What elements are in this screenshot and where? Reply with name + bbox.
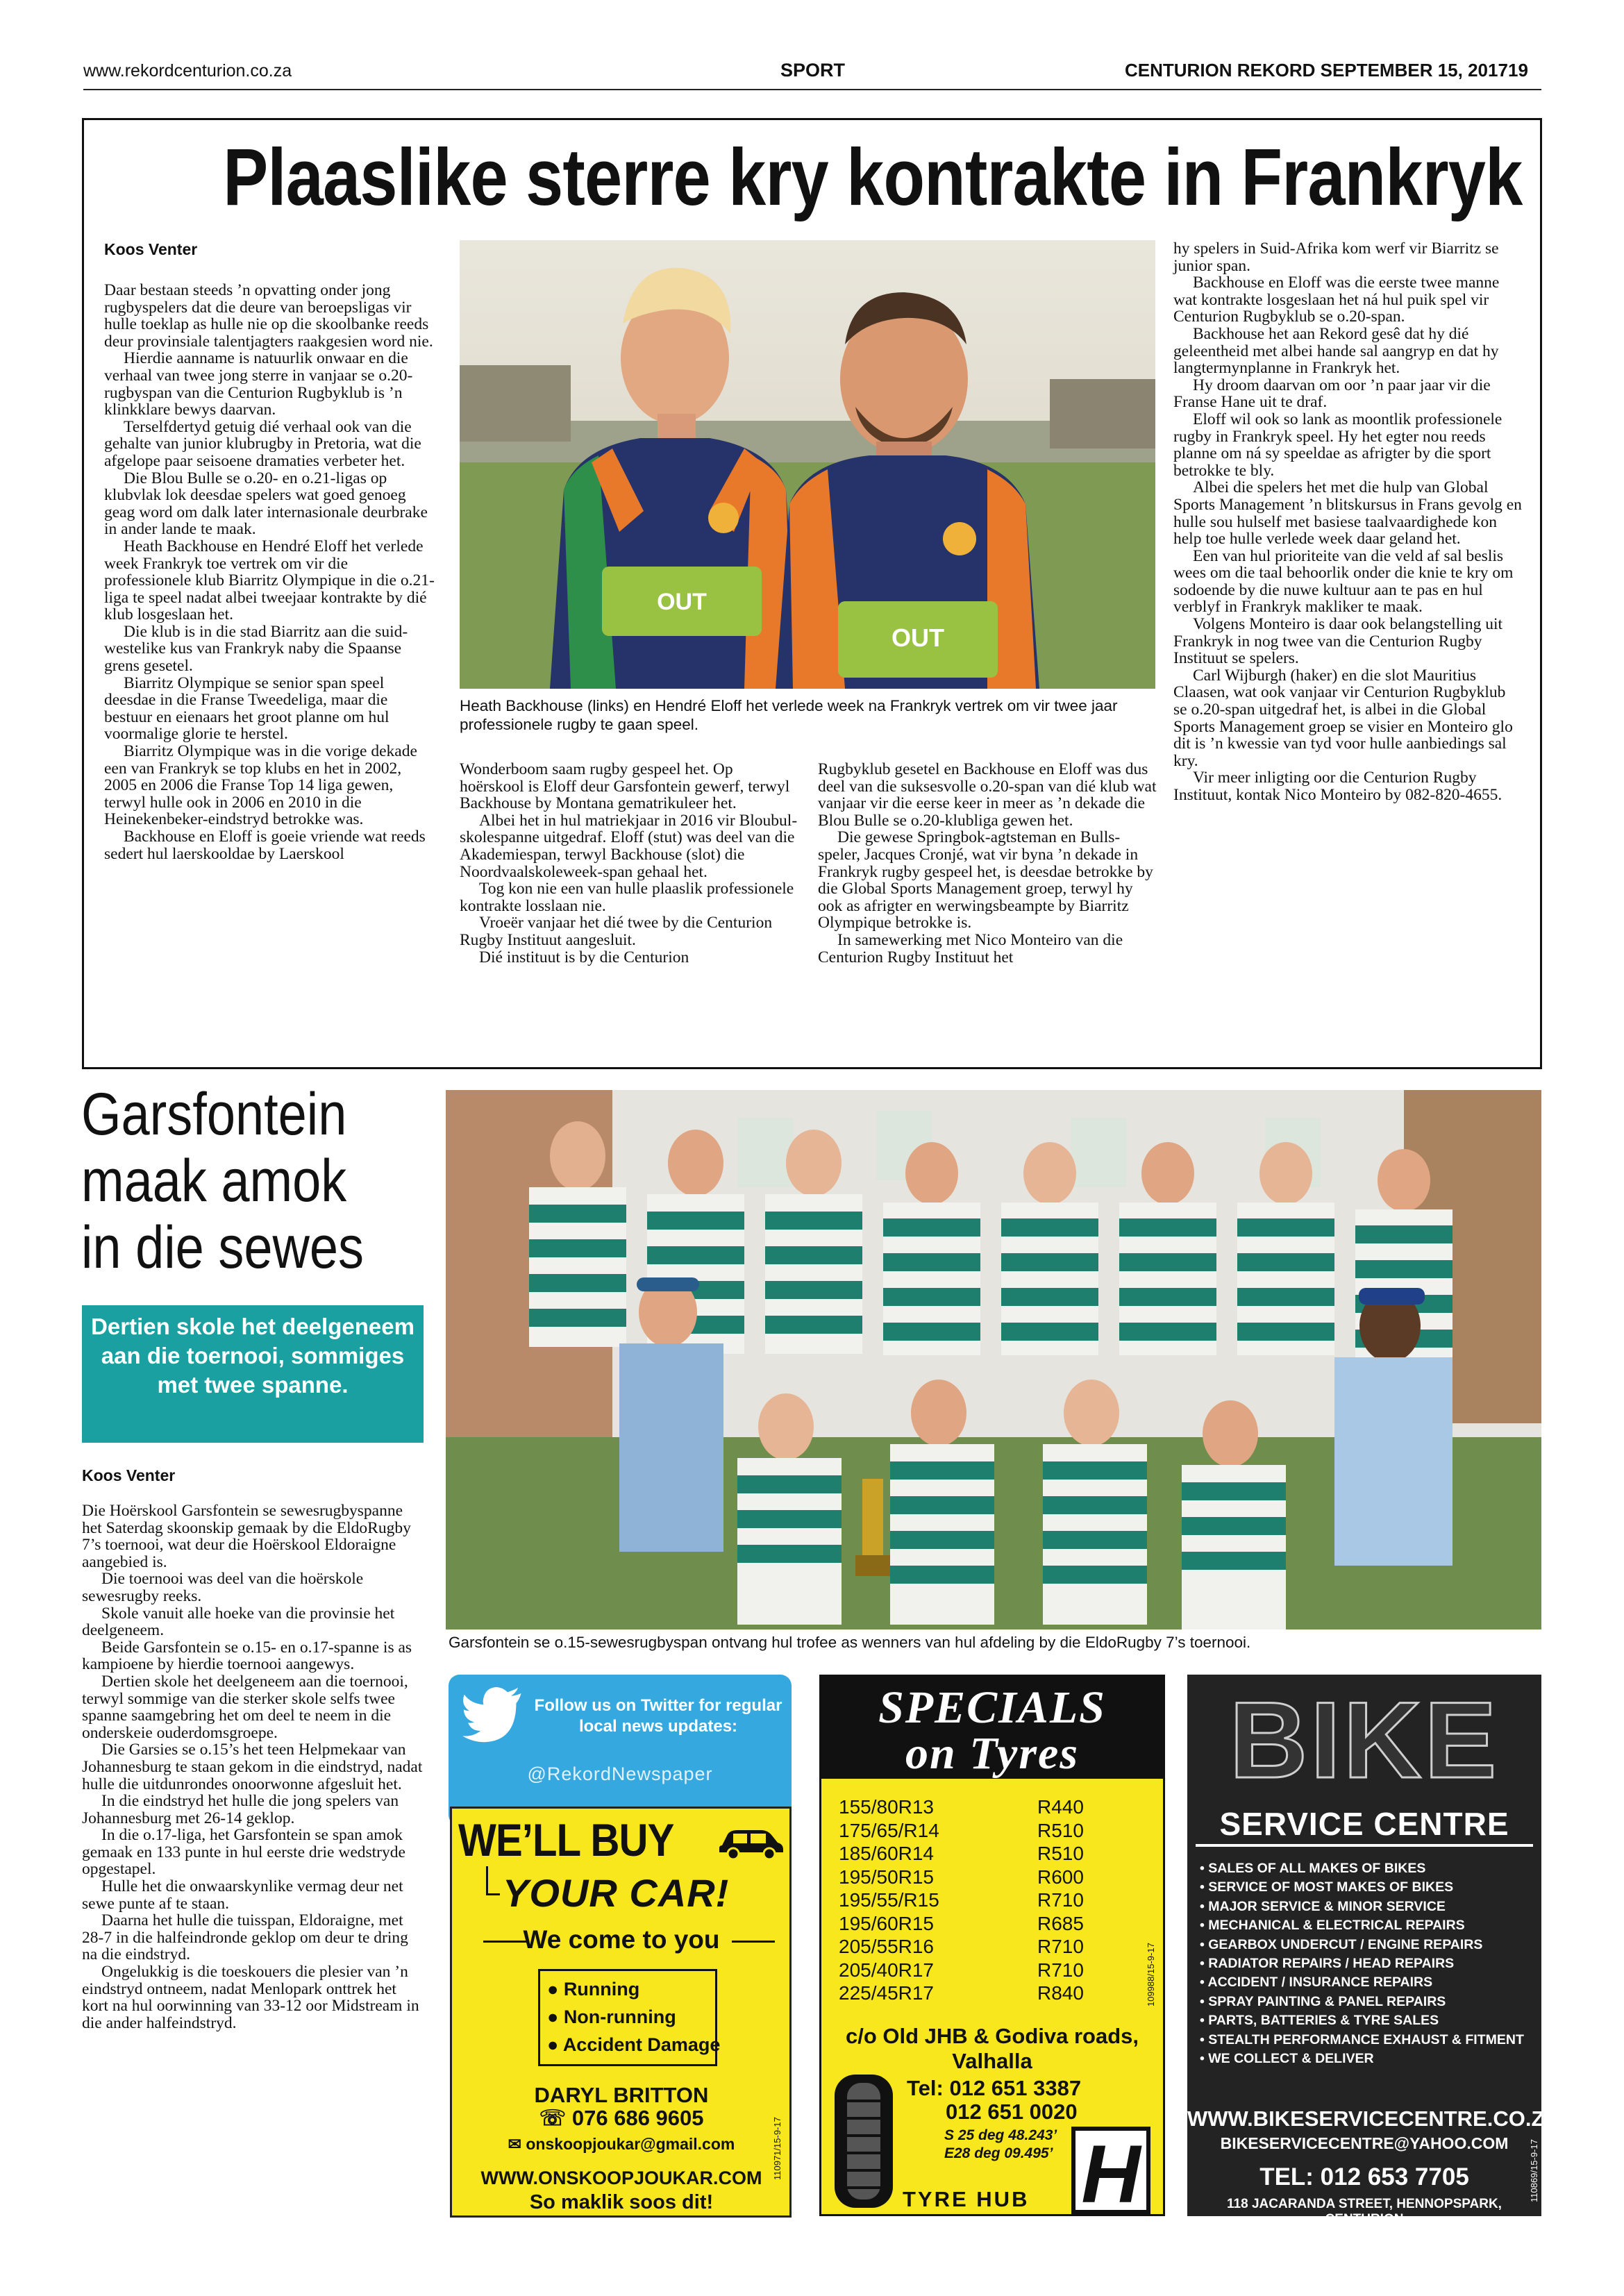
bike-service-item: • PARTS, BATTERIES & TYRE SALES (1200, 2013, 1439, 2029)
bike-service-item: • WE COLLECT & DELIVER (1200, 2051, 1374, 2066)
buy-car-contact-name: DARYL BRITTON (534, 2083, 709, 2107)
tyre-price-row (839, 1795, 1084, 1818)
players-photo-caption: Heath Backhouse (links) en Hendré Eloff het verlede week na Frankryk vertrek om vir twee jaar professionele rugby te gaan speel. (460, 697, 1118, 733)
svg-text:OUT: OUT (657, 589, 707, 615)
buy-car-phone[interactable]: ☏ 076 686 9605 (539, 2106, 704, 2130)
header-rule (83, 89, 1541, 90)
tyre-ad-title-2: on Tyres (905, 1728, 1080, 1779)
story2-deck: Dertien skole het deelgeneem aan die toernooi, sommiges met twee spanne. (91, 1314, 415, 1398)
bike-ad-address: 118 JACARANDA STREET, HENNOPSPARK, CENTURION (1227, 2197, 1502, 2227)
bike-ad-phone[interactable]: TEL: 012 653 7705 (1259, 2163, 1469, 2190)
tyre-ad-title-1: SPECIALS (878, 1682, 1106, 1733)
buy-car-website[interactable]: WWW.ONSKOOPJOUKAR.COM (480, 2168, 762, 2188)
buy-car-option: ● Running (547, 1979, 640, 2000)
tyre-price: R510 (1037, 1819, 1084, 1841)
bike-service-item: • SERVICE OF MOST MAKES OF BIKES (1200, 1879, 1454, 1895)
tyre-size: 195/60R15 (839, 1912, 935, 1934)
tyre-size: 205/55R16 (839, 1936, 935, 1957)
tyre-ad-phone-1[interactable]: Tel: 012 651 3387 (907, 2076, 1082, 2100)
story2-byline: Koos Venter (82, 1466, 176, 1484)
twitter-ad-text: Follow us on Twitter for regular local news updates: (534, 1696, 782, 1736)
story1-column-4: hy spelers in Suid-Afrika kom werf vir Biarritz se junior span. Backhouse en Eloff was die eerste twee manne wat kontrakte losgeslaan het ná hul puik spel vir Centurion Rugbyklub se o.20-span. Backhouse het aan Rekord gesê dat hy dié geleentheid met albei hande sal aangryp en dat hy langtermynplanne in Frankryk het. Hy droom daarvan om oor ’n paar jaar vir die Franse Hane uit te draf. Eloff wil ook so lank as moontlik professionele rugby in Frankryk speel. Hy het egter nou reeds planne om ná sy speeldae as afrigter by die sport betrokke te bly. Albei die spelers het met die hulp van Global Sports Management ’n blitskursus in Frans gevolg en hulle sou hulself met basiese taalvaardighede kon help toe hulle verlede week daar geland het. Een van hul prioriteite van die veld af sal beslis wees om die taal behoorlik onder die knie te kry om sodoende by die nuwe kultuur aan te pas en hul verblyf in Frankryk makliker te maak. Volgens Monteiro is daar ook belangstelling uit Frankryk in nog twee van die Centurion Rugby Instituut se spelers. Carl Wijburgh (haker) en die slot Mauritius Claasen, wat ook vanjaar vir Centurion Rugbyklub se o.20-span uitgedraf het, is albei in die Global Sports Management groep se visier en Monteiro glo dit is ’n kwessie van tyd voor hulle aanbiedings sal kry. Vir meer inligting oor die Centurion Rugby Instituut, kontak Nico Monteiro by 082-820-4655. (1173, 240, 1522, 804)
section-label: SPORT (780, 60, 846, 81)
bike-service-item: • GEARBOX UNDERCUT / ENGINE REPAIRS (1200, 1936, 1483, 1952)
bike-ad-service: SERVICE CENTRE (1219, 1806, 1509, 1842)
car-icon (718, 1825, 785, 1863)
buy-car-bracket-foot (486, 1893, 500, 1895)
bike-ad-title: BIKE (1229, 1680, 1500, 1801)
tyre-price: R710 (1037, 1889, 1084, 1911)
buy-car-bracket (486, 1866, 488, 1894)
buy-car-title: WE’LL BUY (458, 1814, 674, 1866)
story1-byline: Koos Venter (104, 240, 198, 258)
tyre-ad-gps-east: E28 deg 09.495’ (944, 2145, 1053, 2161)
tyre-size: 195/50R15 (839, 1866, 935, 1888)
bike-ad-email[interactable]: BIKESERVICECENTRE@YAHOO.COM (1220, 2134, 1509, 2152)
svg-text:OUT: OUT (891, 623, 944, 652)
buy-car-option: ● Accident Damage (547, 2034, 721, 2055)
bike-service-item: • RADIATOR REPAIRS / HEAD REPAIRS (1200, 1956, 1455, 1971)
tyre-hub-logo-icon (1069, 2125, 1153, 2216)
bike-service-item: • SALES OF ALL MAKES OF BIKES (1200, 1861, 1426, 1876)
tyre-price-row (839, 1819, 1084, 1842)
tyre-price-row (839, 1959, 1084, 1981)
buy-car-come-to-you: We come to you (523, 1925, 720, 1954)
site-url: www.rekordcenturion.co.za (83, 61, 292, 81)
team-photo (446, 1090, 1541, 1629)
bike-ad-rule (1196, 1844, 1533, 1847)
buy-car-subtitle: YOUR CAR! (503, 1871, 730, 1915)
tyre-price-row (839, 1981, 1084, 2004)
bike-service-item: • MECHANICAL & ELECTRICAL REPAIRS (1200, 1918, 1465, 1934)
tyre-icon (832, 2073, 896, 2209)
story2-headline: Garsfontein maak amok in die sewes (81, 1081, 365, 1281)
story1-column-3: Rugbyklub gesetel en Backhouse en Eloff was dus deel van die suksesvolle o.20-span van dié klub wat vanjaar vir die eerse keer in meer as ’n dekade die Blou Bulle se o.20-klubliga gewen het. Die gewese Springbok-agtsteman en Bulls-speler, Jacques Cronjé, wat vir byna ’n dekade in Frankryk rugby gespeel het, is deesdae betrokke by die Global Sports Management groep, terwyl hy ook as afrigter en werwingsbeampte by Biarritz Olympique betrokke is. In samewerking met Nico Monteiro van die Centurion Rugby Instituut het (818, 760, 1157, 966)
tyre-price: R440 (1037, 1796, 1084, 1818)
buy-car-slogan: So maklik soos dit! (529, 2191, 714, 2213)
mail-icon: ✉ (508, 2135, 526, 2153)
tyre-size: 185/60R14 (839, 1843, 935, 1864)
tyre-price: R510 (1037, 1843, 1084, 1864)
publication-date: CENTURION REKORD SEPTEMBER 15, 2017 (1125, 60, 1508, 81)
tyre-price-row (839, 1888, 1084, 1911)
page-number: 19 (1508, 60, 1528, 81)
tyre-size: 175/65/R14 (839, 1819, 939, 1841)
story1-column-1: Daar bestaan steeds ’n opvatting onder jong rugbyspelers dat die deure van beroepsligas vir hulle toeklap as hulle nie op die skoolbanke reeds deur provinsiale talentjagters raakgesien word nie. Hierdie aanname is natuurlik onwaar en die verhaal van twee jong sterre in vanjaar se o.20-rugbyspan van die Centurion Rugbyklub is ’n klinkklare bewys daarvan. Terselfdertyd getuig dié verhaal ook van die gehalte van junior klubrugby in Pretoria, wat die afgelope paar seisoene dramaties verbeter het. Die Blou Bulle se o.20- en o.21-ligas op klubvlak lok deesdae spelers wat goed genoeg geag word om dalk later internasionale deurbrake in ander lande te maak. Heath Backhouse en Hendré Eloff het verlede week Frankryk toe vertrek om vir die professionele klub Biarritz Olympique in die o.21-liga te speel nadat albei tweejaar kontrakte by dié klub losgeslaan het. Die klub is in die stad Biarritz aan die suid-westelike kus van Frankryk naby die Spaanse grens gesetel. Biarritz Olympique se senior span speel deesdae in die Franse Tweedeliga, maar die bestuur en eienaars het groot planne om hul voormalige glorie te herstel. Biarritz Olympique was in die vorige dekade een van Frankryk se top klubs en het in 2002, 2005 en 2006 die Franse Top 14 liga gewen, terwyl hulle ook in 2006 en 2010 in die Heinekenbeker-eindstryd betrokke was. Backhouse en Eloff is goeie vriende wat reeds sedert hul laerskooldae by Laerskool (104, 281, 435, 863)
bike-ad-website[interactable]: WWW.BIKESERVICECENTRE.CO.ZA (1187, 2106, 1560, 2131)
tyre-price-row (839, 1866, 1084, 1888)
buy-car-option: ● Non-running (547, 2006, 676, 2027)
bike-service-item: • SPRAY PAINTING & PANEL REPAIRS (1200, 1993, 1446, 2009)
tyre-ad-phone-2[interactable]: 012 651 0020 (946, 2100, 1078, 2124)
tyre-price: R840 (1037, 1982, 1084, 2004)
tyre-size: 225/45R17 (839, 1982, 935, 2004)
bike-service-item: • STEALTH PERFORMANCE EXHAUST & FITMENT (1200, 2031, 1524, 2047)
tyre-size: 155/80R13 (839, 1796, 935, 1818)
twitter-bird-icon (462, 1687, 529, 1746)
players-photo (460, 240, 1155, 689)
tyre-price-row (839, 1912, 1084, 1935)
bike-service-item: • ACCIDENT / INSURANCE REPAIRS (1200, 1975, 1433, 1991)
tyre-price: R600 (1037, 1866, 1084, 1888)
ad-code: 110971/15-9-17 (772, 2117, 782, 2180)
story1-column-2: Wonderboom saam rugby gespeel het. Op hoërskool is Eloff deur Garsfontein gewerf, terwyl Backhouse by Montana gematrikuleer het. Albei het in hul matriekjaar in 2016 vir Bloubul-skolespanne uitgedraf. Eloff (stut) was deel van die Akademiespan, terwyl Backhouse (slot) die Noordvaalskoleweek-span gehaal het. Tog kon nie een van hulle plaaslik professionele kontrakte losslaan nie. Vroeër vanjaar het dié twee by die Centurion Rugby Instituut aangesluit. Dié instituut is by die Centurion (460, 760, 798, 966)
tyre-ad-gps-south: S 25 deg 48.243’ (944, 2127, 1057, 2143)
tyre-price: R685 (1037, 1912, 1084, 1934)
phone-icon: ☏ (539, 2106, 572, 2130)
tyre-price-row (839, 1935, 1084, 1958)
tyre-ad-address: c/o Old JHB & Godiva roads, Valhalla (845, 2024, 1139, 2073)
buy-car-email[interactable]: ✉ onskoopjoukar@gmail.com (508, 2135, 735, 2153)
tyre-size: 205/40R17 (839, 1959, 935, 1981)
tyre-size: 195/55/R15 (839, 1889, 939, 1911)
tyre-hub-brand: TYRE HUB (903, 2187, 1030, 2211)
twitter-handle[interactable]: @RekordNewspaper (527, 1763, 713, 1784)
team-photo-caption: Garsfontein se o.15-sewesrugbyspan ontvang hul trofee as wenners van hul afdeling by die EldoRugby 7’s toernooi. (449, 1634, 1251, 1651)
svg-text:H: H (1081, 2129, 1141, 2216)
tyre-price: R710 (1037, 1959, 1084, 1981)
tyre-price: R710 (1037, 1936, 1084, 1957)
tyre-price-row (839, 1842, 1084, 1865)
story2-column: Die Hoërskool Garsfontein se sewesrugbyspanne het Saterdag skoonskip gemaak by die EldoRugby 7’s toernooi, wat deur die Hoërskool Eldoraigne aangebied is. Die toernooi was deel van die hoërskole sewesrugby reeks. Skole vanuit alle hoeke van die provinsie het deelgeneem. Beide Garsfontein se o.15- en o.17-spanne is as kampioene by hierdie toernooi aangewys. Dertien skole het deelgeneem aan die toernooi, terwyl sommige van die sterker skole selfs twee spanne saamgebring het om deel te neem in die onderskeie ouderdomsgroepe. Die Garsies se o.15’s het teen Helpmekaar van Johannesburg te staan gekom in die eindstryd, nadat hulle die uitdunrondes onoorwonne afgesluit het. In die eindstryd het hulle die jong spelers van Johannesburg met 26-14 geklop. In die o.17-liga, het Garsfontein se span amok gemaak en 133 punte in hul eerste drie wedstryde opgestapel. Hulle het die onwaarskynlike vermag deur net sewe punte af te staan. Daarna het hulle die tuisspan, Eldoraigne, met 28-7 in die halfeindronde geklop om deur te dring na die eindstryd. Ongelukkig is die toeskouers die plesier van ’n eindstryd ontneem, nadat Menlopark onttrek het kort na hul oorwinning van 33-12 oor Midstream in die ander halfeindstryd. (82, 1502, 423, 2032)
ad-code: 110869/15-9-17 (1529, 2139, 1539, 2202)
story1-headline: Plaaslike sterre kry kontrakte in Frankryk (223, 132, 1523, 222)
bike-service-item: • MAJOR SERVICE & MINOR SERVICE (1200, 1898, 1446, 1914)
ad-code: 109988/15-9-17 (1146, 1943, 1156, 2006)
